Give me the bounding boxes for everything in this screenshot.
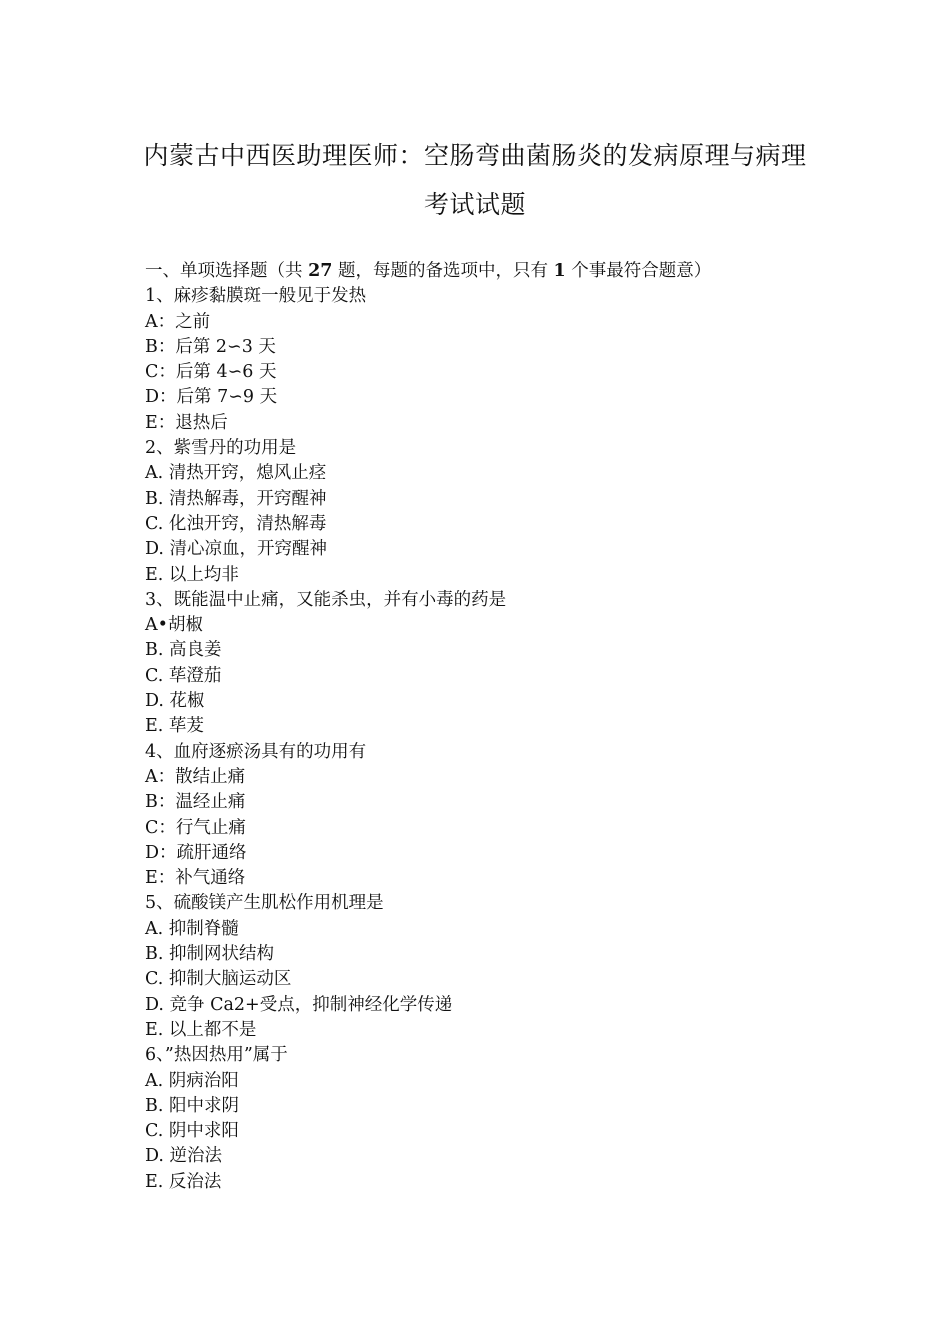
question-block — [145, 740, 825, 892]
answer-option: E. 反治法 — [145, 1171, 222, 1192]
document-title-line2: 考试试题 — [423, 190, 526, 219]
answer-option: C：后第 4∽6 天 — [145, 362, 277, 383]
question-block — [145, 1043, 825, 1195]
answer-option: E：补气通络 — [145, 868, 246, 889]
section-heading-suffix: 个事最符合题意） — [565, 261, 712, 281]
answer-option: A：之前 — [145, 311, 211, 332]
answer-option: E. 荜茇 — [145, 716, 204, 737]
answer-option: B. 抑制网状结构 — [145, 944, 274, 965]
answer-option: D. 逆治法 — [145, 1146, 223, 1167]
question-stem: 4、血府逐瘀汤具有的功用有 — [145, 741, 367, 762]
answer-option: C. 抑制大脑运动区 — [145, 969, 292, 990]
answer-option: C. 荜澄茄 — [145, 665, 222, 686]
answer-option: D. 竞争 Ca2+受点，抑制神经化学传递 — [145, 994, 453, 1015]
question-stem: 5、硫酸镁产生肌松作用机理是 — [145, 893, 384, 914]
answer-option: D. 花椒 — [145, 691, 205, 712]
question-block — [145, 436, 825, 588]
answer-option: E：退热后 — [145, 412, 228, 433]
answer-option: A. 阴病治阳 — [145, 1070, 239, 1091]
answer-option: D：疏肝通络 — [145, 842, 247, 863]
answer-option: B. 高良姜 — [145, 640, 222, 661]
answer-option: E. 以上均非 — [145, 564, 239, 585]
section-heading — [145, 259, 825, 284]
document-body — [145, 259, 825, 1195]
answer-option: A. 抑制脊髓 — [145, 918, 239, 939]
answer-option: C. 阴中求阳 — [145, 1121, 239, 1142]
answer-option: D：后第 7∽9 天 — [145, 387, 278, 408]
answer-option: B：后第 2∽3 天 — [145, 336, 276, 357]
answer-option: D. 清心凉血，开窍醒神 — [145, 539, 328, 560]
answer-option: B. 清热解毒，开窍醒神 — [145, 488, 327, 509]
question-stem: 6、”热因热用”属于 — [145, 1045, 288, 1066]
section-answer-count: 1 — [553, 261, 566, 281]
document-title-line1: 内蒙古中西医助理医师：空肠弯曲菌肠炎的发病原理与病理 — [143, 141, 807, 170]
answer-option: E. 以上都不是 — [145, 1019, 257, 1040]
question-block — [145, 891, 825, 1043]
question-stem: 3、既能温中止痛，又能杀虫，并有小毒的药是 — [145, 589, 507, 610]
question-block — [145, 284, 825, 436]
answer-option: A：散结止痛 — [145, 766, 246, 787]
answer-option: C. 化浊开窍，清热解毒 — [145, 513, 327, 534]
question-stem: 1、麻疹黏膜斑一般见于发热 — [145, 286, 367, 307]
section-question-count: 27 — [308, 261, 333, 281]
section-heading-prefix: 一、单项选择题（共 — [145, 261, 309, 281]
question-stem: 2、紫雪丹的功用是 — [145, 438, 297, 459]
answer-option: B：温经止痛 — [145, 792, 246, 813]
answer-option: B. 阳中求阴 — [145, 1095, 239, 1116]
answer-option: A. 清热开窍，熄风止痉 — [145, 463, 327, 484]
answer-option: A•胡椒 — [145, 615, 203, 636]
section-heading-middle: 题，每题的备选项中，只有 — [332, 261, 554, 281]
answer-option: C：行气止痛 — [145, 817, 246, 838]
question-block — [145, 588, 825, 740]
